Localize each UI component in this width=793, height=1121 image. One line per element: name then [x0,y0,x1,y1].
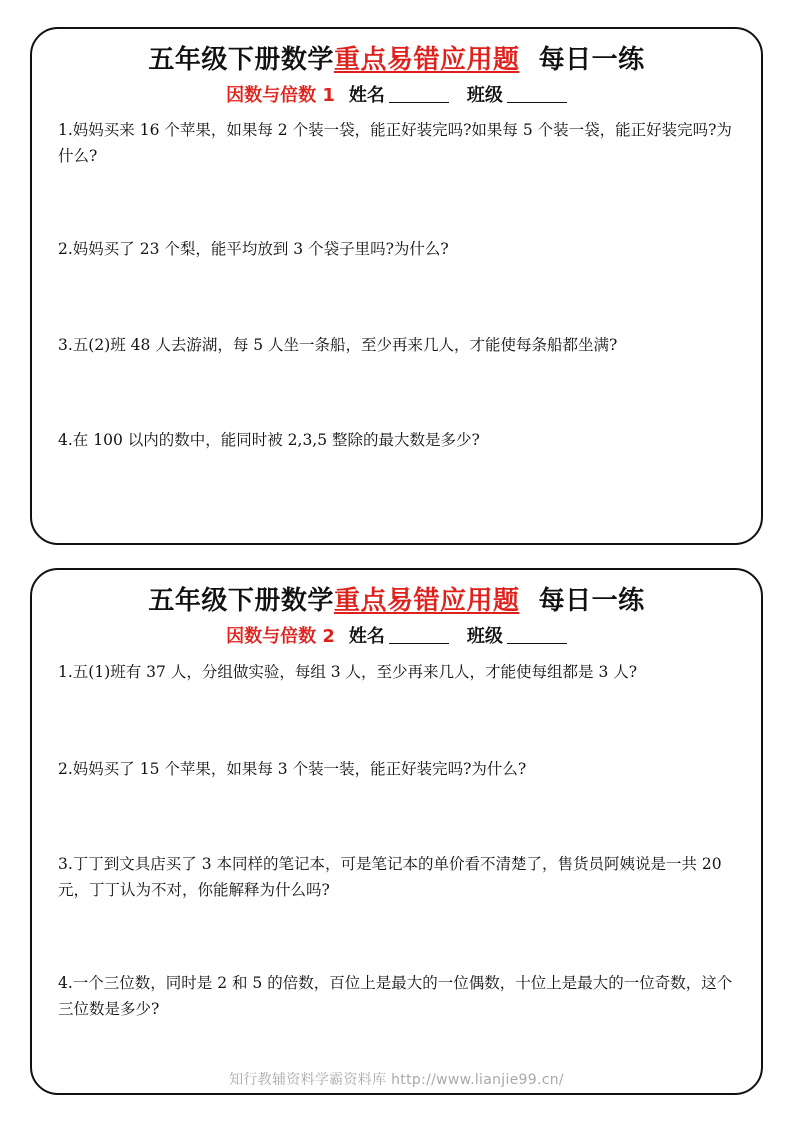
class-label: 班级 [466,85,503,106]
question-1: 1.五(1)班有 37 人，分组做实验，每组 3 人，至少再来几人，才能使每组都是 3 人? [58,663,638,681]
question-3: 3.五(2)班 48 人去游湖，每 5 人坐一条船，至少再来几人，才能使每条船都坐满? [58,336,618,354]
question-4: 4.在 100 以内的数中，能同时被 2,3,5 整除的最大数是多少? [58,431,480,449]
worksheet-title [32,580,761,617]
title-prefix: 五年级下册数学 [148,45,334,75]
worksheet-card-2 [30,568,763,1095]
class-label: 班级 [466,626,503,647]
question-4: 4.一个三位数，同时是 2 和 5 的倍数，百位上是最大的一位偶数，十位上是最大的一位奇数，这个三位数是多少? [58,974,733,1018]
footer-watermark: 知行教辅资料学霸资料库 http://www.lianjie99.cn/ [229,1072,564,1088]
class-blank[interactable] [507,84,567,103]
title-suffix: 每日一练 [538,586,645,616]
worksheet-title [32,39,761,76]
worksheet-card-1 [30,27,763,545]
question-3: 3.丁丁到文具店买了 3 本同样的笔记本，可是笔记本的单价看不清楚了，售货员阿姨说是一共 20 元，丁丁认为不对，你能解释为什么吗? [58,855,722,899]
name-label: 姓名 [348,626,385,647]
title-suffix: 每日一练 [538,45,645,75]
question-2: 2.妈妈买了 15 个苹果，如果每 3 个装一装，能正好装完吗?为什么? [58,760,527,778]
title-highlight: 重点易错应用题 [333,586,520,616]
topic-label: 因数与倍数 2 [226,626,335,647]
class-blank[interactable] [507,625,567,644]
worksheet-subtitle [32,622,761,648]
worksheet-subtitle [32,81,761,107]
question-1: 1.妈妈买来 16 个苹果，如果每 2 个装一袋，能正好装完吗?如果每 5 个装一袋，能正好装完吗?为什么? [58,121,732,165]
title-highlight: 重点易错应用题 [333,45,520,75]
title-prefix: 五年级下册数学 [148,586,334,616]
name-blank[interactable] [389,625,449,644]
question-2: 2.妈妈买了 23 个梨，能平均放到 3 个袋子里吗?为什么? [58,240,449,258]
topic-label: 因数与倍数 1 [226,85,335,106]
name-label: 姓名 [348,85,385,106]
name-blank[interactable] [389,84,449,103]
